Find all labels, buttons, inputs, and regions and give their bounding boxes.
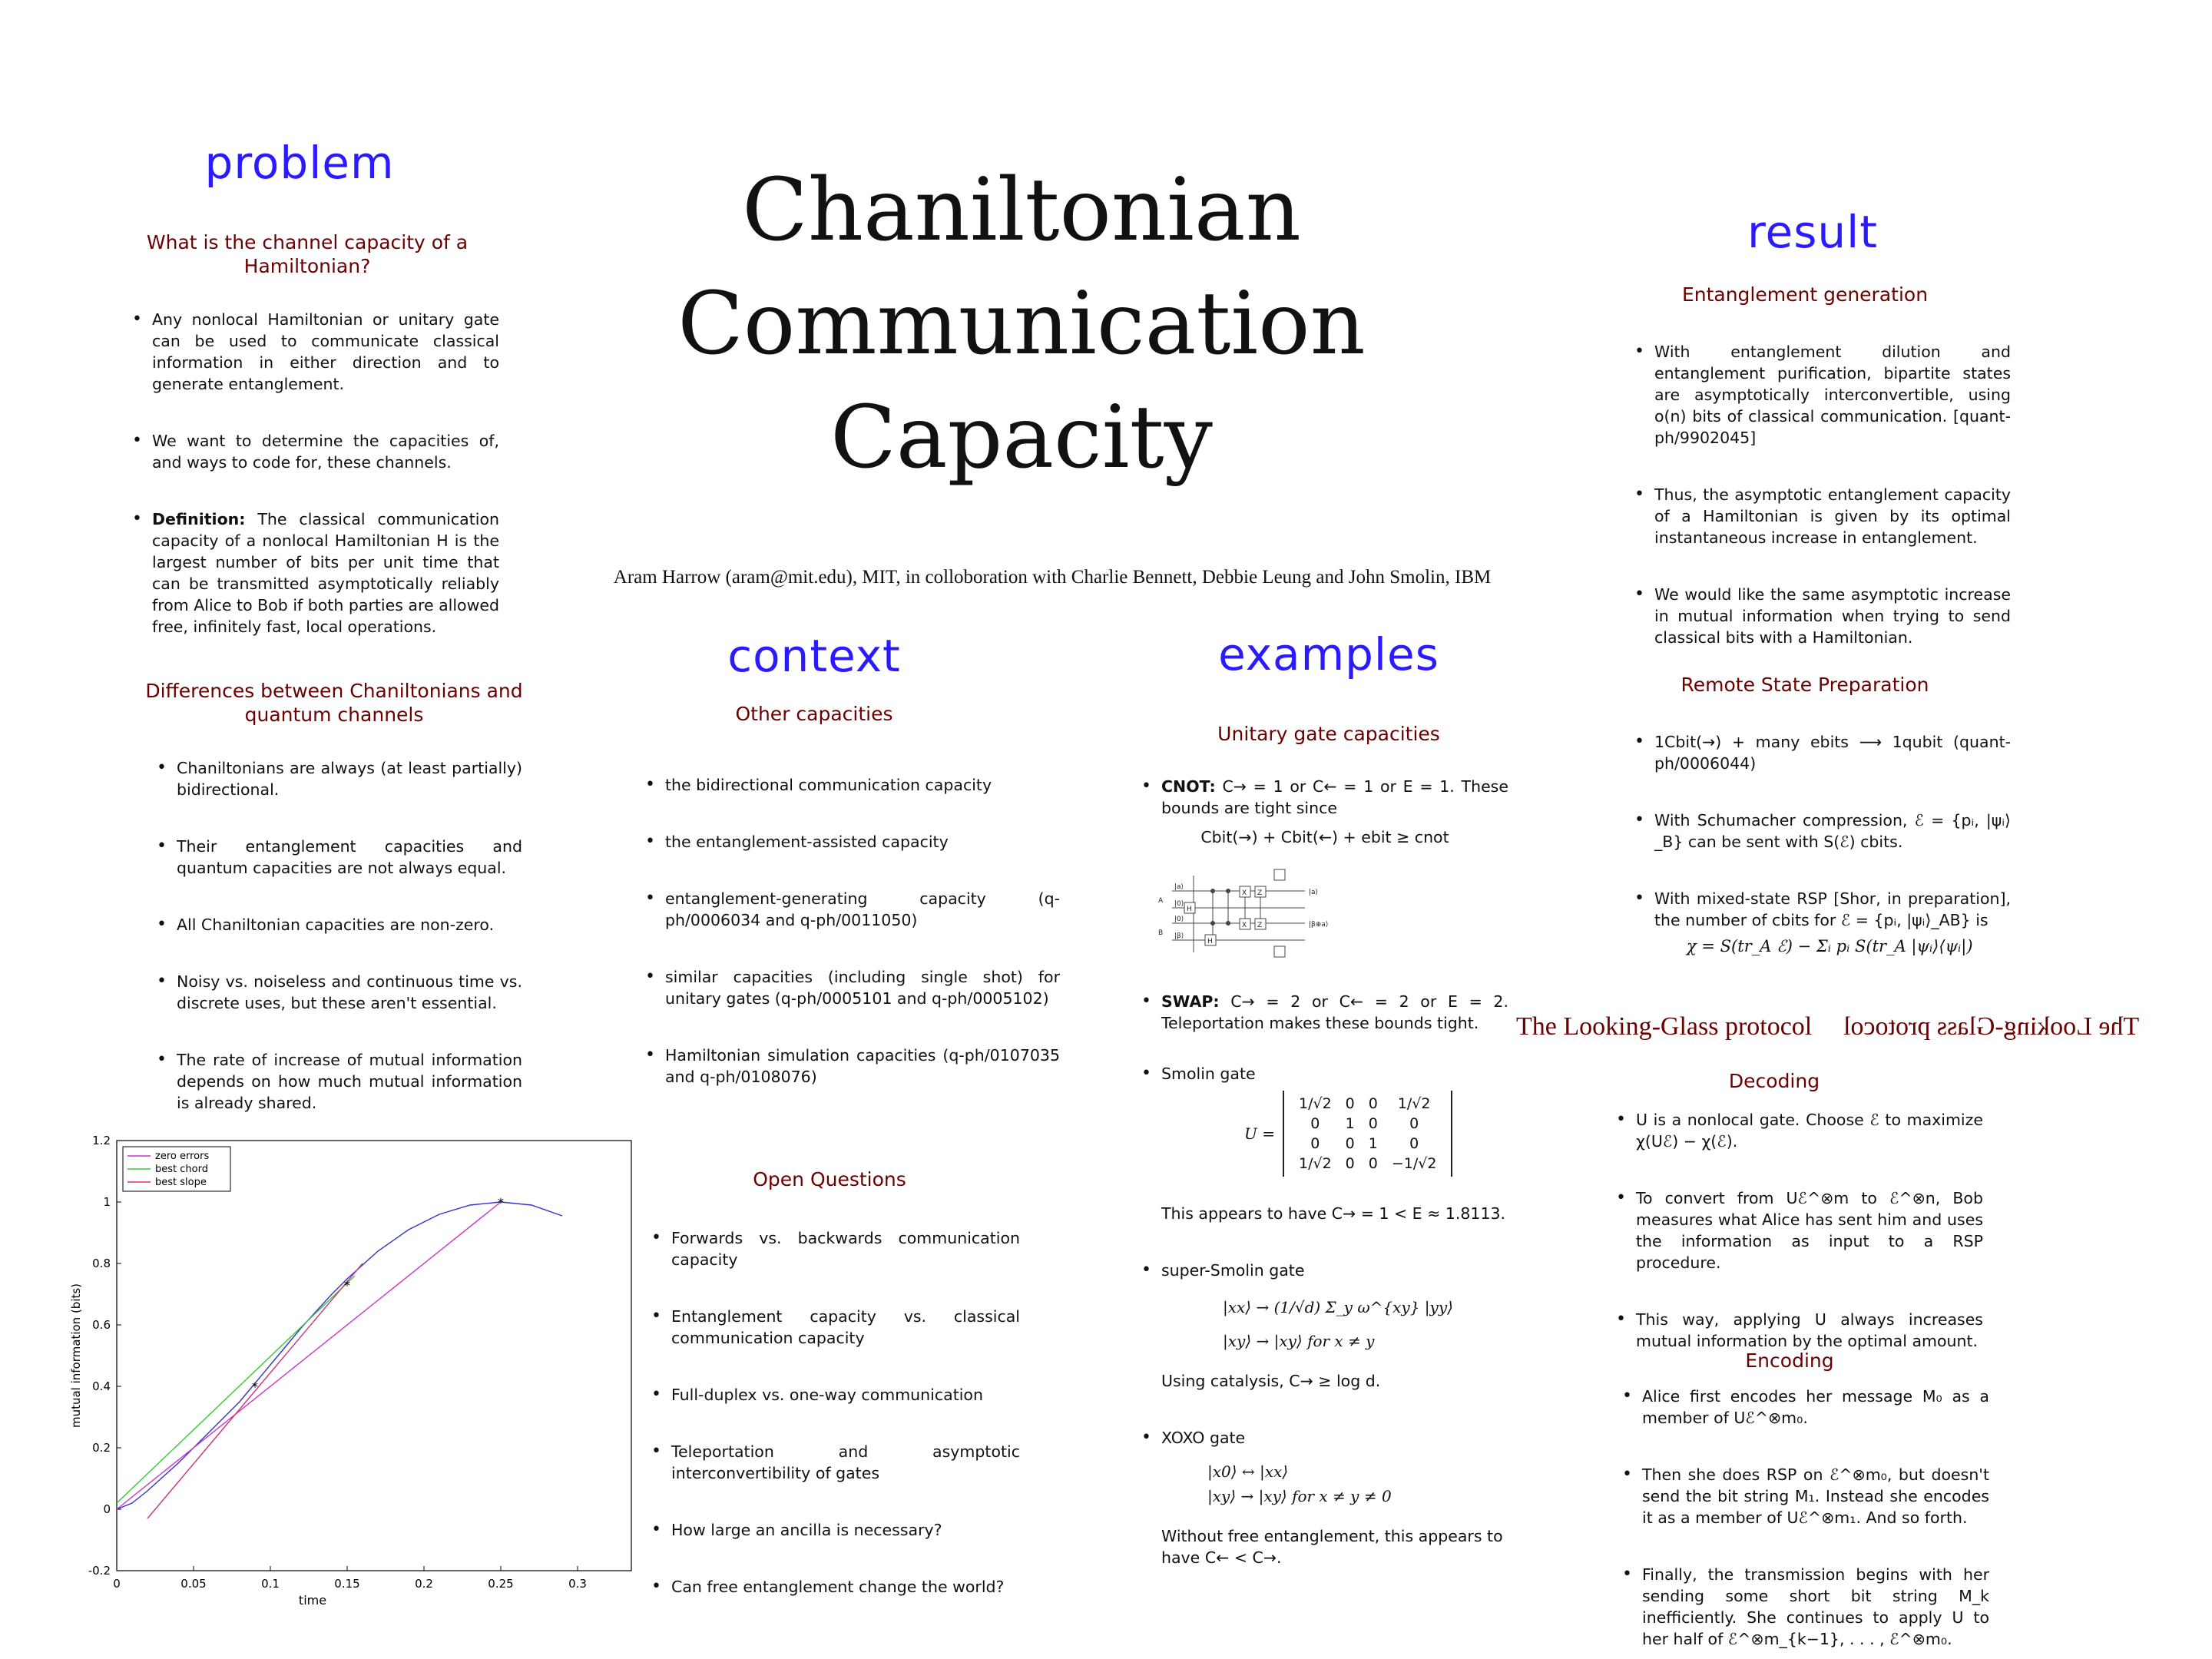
list-item — [1141, 776, 1508, 819]
matrix-cell: 1 — [1368, 1135, 1378, 1152]
looking-glass-title-mirrored — [1843, 1012, 2139, 1041]
matrix-cell: −1/√2 — [1391, 1155, 1437, 1172]
list-item: • We would like the same asymptotic increase in mutual information when trying to send classical bits with a Hamiltonian. — [1634, 584, 2011, 648]
list-item: • Thus, the asymptotic entanglement capacity of a Hamiltonian is given by its optimal instantaneous increase in entanglement. — [1634, 484, 2011, 548]
xoxo-eq-1: |x0⟩ ↔ |xx⟩ — [1207, 1462, 1289, 1481]
title-line-1: Chaniltonian — [742, 161, 1301, 260]
title-line-3: Capacity — [830, 388, 1213, 488]
data-point-marker: * — [344, 1278, 350, 1293]
problem-heading: problem — [204, 137, 395, 189]
differences-bullets — [157, 757, 522, 1114]
smolin-note: This appears to have C→ = 1 < E ≈ 1.8113. — [1161, 1204, 1506, 1223]
rsp-bullets — [1634, 731, 2011, 931]
legend-label: best slope — [155, 1177, 207, 1188]
list-item: • Any nonlocal Hamiltonian or unitary gate can be used to communicate classical information in either direction and to generate entanglement. — [132, 309, 499, 395]
poster-title — [599, 154, 1444, 495]
y-tick-label: 1.2 — [92, 1134, 111, 1147]
y-tick-label: -0.2 — [88, 1564, 111, 1578]
entanglement-bullets — [1634, 341, 2011, 648]
list-item: • Full-duplex vs. one-way communication — [651, 1384, 1020, 1406]
super-smolin-item — [1141, 1260, 1508, 1281]
list-item — [1141, 991, 1508, 1034]
cnot-label: CNOT: — [1161, 777, 1216, 796]
y-axis-label: mutual information (bits) — [69, 1283, 83, 1429]
list-item: • the entanglement-assisted capacity — [645, 831, 1060, 853]
encoding-heading: Encoding — [1745, 1349, 1834, 1372]
swap-label: SWAP: — [1161, 992, 1220, 1011]
circuit-a-label: A — [1158, 897, 1164, 905]
y-tick-label: 0.4 — [92, 1379, 111, 1393]
xoxo-eq-2: |xy⟩ → |xy⟩ for x ≠ y ≠ 0 — [1207, 1487, 1392, 1505]
circuit-b-label: B — [1158, 929, 1164, 937]
super-note: Using catalysis, C→ ≥ log d. — [1161, 1372, 1381, 1390]
circuit-q4: |β⟩ — [1174, 932, 1184, 940]
definition-item — [132, 508, 499, 637]
x-tick-label: 0.25 — [488, 1577, 514, 1591]
matrix-cell: 0 — [1409, 1115, 1419, 1132]
mirrored-text: The Looking-Glass protocol — [1843, 1012, 2140, 1041]
looking-glass-title: The Looking-Glass protocol — [1516, 1012, 1813, 1041]
x-tick-label: 0 — [113, 1577, 121, 1591]
mutual-information-chart — [69, 1129, 653, 1605]
list-item: • With entanglement dilution and entanglement purification, bipartite states are asymptotically interconvertible, using o(n) bits of classical communication. [quant-ph/9902045] — [1634, 341, 2011, 449]
matrix-cell: 1 — [1345, 1115, 1355, 1132]
matrix-cell: 0 — [1368, 1155, 1378, 1172]
authors: Aram Harrow (aram@mit.edu), MIT, in colloboration with Charlie Bennett, Debbie Leung and John Smolin, IBM — [613, 567, 1492, 588]
list-item: • Teleportation and asymptotic interconvertibility of gates — [651, 1441, 1020, 1484]
context-heading: context — [727, 630, 901, 682]
result-heading: result — [1747, 206, 1879, 258]
matrix-cell: 0 — [1409, 1135, 1419, 1152]
list-item: • the bidirectional communication capacity — [645, 774, 1060, 796]
matrix-cell: 0 — [1310, 1115, 1320, 1132]
list-item: • Their entanglement capacities and quantum capacities are not always equal. — [157, 836, 522, 879]
list-item: • Hamiltonian simulation capacities (q-ph/0107035 and q-ph/0108076) — [645, 1045, 1060, 1088]
x-axis-label: time — [298, 1593, 327, 1605]
examples-heading: examples — [1218, 628, 1439, 680]
open-questions-bullets — [651, 1227, 1020, 1598]
definition-label: Definition: — [152, 510, 246, 528]
super-eq-1: |xx⟩ → (1/√d) Σ_y ω^{xy} |yy⟩ — [1223, 1298, 1453, 1316]
cnot-text: C→ = 1 or C← = 1 or E = 1. These bounds are tight since — [1161, 777, 1508, 817]
y-tick-label: 0.8 — [92, 1257, 111, 1270]
list-item: • XOXO gate — [1141, 1427, 1508, 1449]
list-item: • Forwards vs. backwards communication capacity — [651, 1227, 1020, 1270]
circuit-x2: X — [1242, 922, 1247, 929]
list-item: • Chaniltonians are always (at least partially) bidirectional. — [157, 757, 522, 800]
problem-bullets — [132, 309, 499, 637]
y-tick-label: 0.6 — [92, 1318, 111, 1332]
circuit-q2: |0⟩ — [1174, 900, 1184, 908]
circuit-z1: Z — [1257, 889, 1263, 897]
cnot-equation: Cbit(→) + Cbit(←) + ebit ≥ cnot — [1200, 828, 1449, 846]
x-tick-label: 0.05 — [180, 1577, 207, 1591]
list-item: • Then she does RSP on ℰ^⊗m₀, but doesn't send the bit string M₁. Instead she encodes it as a member of Uℰ^⊗m₁. And so forth. — [1622, 1464, 1989, 1528]
differences-heading: Differences between Chaniltonians and quantum channels — [145, 680, 523, 727]
list-item: • Can free entanglement change the world? — [651, 1576, 1020, 1598]
cnot-item — [1141, 776, 1508, 846]
list-item: • To convert from Uℰ^⊗m to ℰ^⊗n, Bob measures what Alice has sent him and uses the information as input to a RSP procedure. — [1616, 1187, 1983, 1273]
legend-label: zero errors — [155, 1151, 210, 1162]
circuit-x1: X — [1242, 889, 1247, 897]
super-eq-2: |xy⟩ → |xy⟩ for x ≠ y — [1223, 1332, 1375, 1350]
xoxo-note: Without free entanglement, this appears to have C← < C→. — [1161, 1527, 1503, 1567]
examples-sub: Unitary gate capacities — [1217, 723, 1440, 745]
y-tick-label: 1 — [103, 1195, 111, 1209]
decoding-heading: Decoding — [1728, 1070, 1820, 1092]
list-item: • With mixed-state RSP [Shor, in preparation], the number of cbits for ℰ = {pᵢ, |ψᵢ⟩_AB} is — [1634, 888, 2011, 931]
circuit-h2: H — [1207, 938, 1213, 945]
list-item: • All Chaniltonian capacities are non-zero. — [157, 914, 522, 935]
plot-frame — [117, 1141, 631, 1571]
circuit-out2: |β⊕a⟩ — [1309, 921, 1329, 929]
decoding-bullets — [1616, 1109, 1983, 1352]
context-bullets — [645, 774, 1060, 1088]
circuit-out1: |a⟩ — [1309, 889, 1319, 896]
list-item: • Smolin gate — [1141, 1063, 1508, 1084]
matrix-cell: 1/√2 — [1298, 1095, 1332, 1112]
list-item: • We want to determine the capacities of, and ways to code for, these channels. — [132, 430, 499, 473]
matrix-cell: 0 — [1310, 1135, 1320, 1152]
list-item: • The rate of increase of mutual information depends on how much mutual information is already shared. — [157, 1049, 522, 1114]
problem-question: What is the channel capacity of a Hamiltonian? — [146, 231, 469, 278]
legend-label: best chord — [155, 1164, 208, 1175]
xoxo-item — [1141, 1427, 1508, 1449]
list-item: • This way, applying U always increases mutual information by the optimal amount. — [1616, 1309, 1983, 1352]
circuit-q1: |a⟩ — [1174, 883, 1184, 891]
chi-equation: χ = S(tr_A ℰ) − Σᵢ pᵢ S(tr_A |ψᵢ⟩⟨ψᵢ|) — [1687, 937, 1973, 955]
list-item: • similar capacities (including single shot) for unitary gates (q-ph/0005101 and q-ph/0005102) — [645, 966, 1060, 1009]
matrix-cell: 0 — [1345, 1155, 1355, 1172]
y-tick-label: 0.2 — [92, 1441, 111, 1455]
definition-text: The classical communication capacity of a nonlocal Hamiltonian H is the largest number of bits per unit time that can be transmitted asymptotically reliably from Alice to Bob if both parties are allowed free, infinitely fast, local operations. — [152, 510, 499, 636]
circuit-h1: H — [1187, 906, 1192, 913]
title-line-2: Communication — [677, 274, 1366, 374]
circuit-q3: |0⟩ — [1174, 916, 1184, 923]
smolin-lhs: U = — [1244, 1124, 1275, 1143]
matrix-cell: 0 — [1368, 1095, 1378, 1112]
encoding-bullets — [1622, 1386, 1989, 1650]
data-point-marker: * — [498, 1195, 504, 1210]
data-point-marker: * — [252, 1379, 258, 1394]
y-tick-label: 0 — [103, 1502, 111, 1516]
swap-text: C→ = 2 or C← = 2 or E = 2. Teleportation makes these bounds tight. — [1161, 992, 1508, 1032]
rsp-heading: Remote State Preparation — [1681, 674, 1929, 696]
matrix-cell: 1/√2 — [1397, 1095, 1431, 1112]
list-item: • Finally, the transmission begins with her sending some short bit string M_k inefficiently. She continues to apply U to her half of ℰ^⊗m_{k−1}, . . . , ℰ^⊗m₀. — [1622, 1564, 1989, 1650]
list-item: • How large an ancilla is necessary? — [651, 1519, 1020, 1541]
context-sub: Other capacities — [735, 703, 893, 725]
smolin-matrix — [1283, 1091, 1452, 1177]
list-item: • U is a nonlocal gate. Choose ℰ to maximize χ(Uℰ) − χ(ℰ). — [1616, 1109, 1983, 1152]
swap-item — [1141, 991, 1508, 1034]
list-item: • super-Smolin gate — [1141, 1260, 1508, 1281]
list-item: • entanglement-generating capacity (q-ph/0006034 and q-ph/0011050) — [645, 888, 1060, 931]
list-item: • Entanglement capacity vs. classical communication capacity — [651, 1306, 1020, 1349]
circuit-z2: Z — [1257, 922, 1263, 929]
smolin-item — [1141, 1063, 1508, 1084]
x-tick-label: 0.3 — [568, 1577, 587, 1591]
x-tick-label: 0.2 — [415, 1577, 433, 1591]
matrix-cell: 0 — [1345, 1095, 1355, 1112]
list-item: • Alice first encodes her message M₀ as a member of Uℰ^⊗m₀. — [1622, 1386, 1989, 1429]
matrix-cell: 0 — [1368, 1115, 1378, 1132]
list-item: • 1Cbit(→) + many ebits ⟶ 1qubit (quant-ph/0006044) — [1634, 731, 2011, 774]
list-item: • With Schumacher compression, ℰ = {pᵢ, |ψᵢ⟩_B} can be sent with S(ℰ) cbits. — [1634, 810, 2011, 853]
smolin-matrix-eq — [1244, 1091, 1452, 1177]
x-tick-label: 0.1 — [261, 1577, 280, 1591]
entanglement-generation-heading: Entanglement generation — [1681, 283, 1929, 306]
cnot-circuit — [1155, 860, 1347, 960]
matrix-cell: 1/√2 — [1298, 1155, 1332, 1172]
list-item: • Noisy vs. noiseless and continuous time vs. discrete uses, but these aren't essential. — [157, 971, 522, 1014]
matrix-cell: 0 — [1345, 1135, 1355, 1152]
open-questions-heading: Open Questions — [753, 1168, 906, 1190]
x-tick-label: 0.15 — [334, 1577, 360, 1591]
